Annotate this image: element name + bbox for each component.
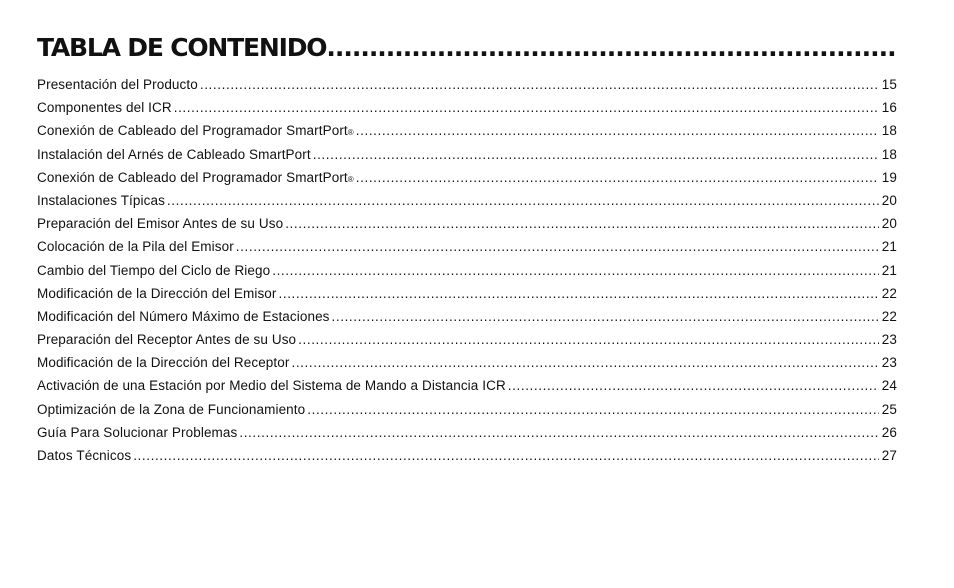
toc-entry-page-number: 21	[881, 262, 897, 278]
toc-entry[interactable]	[37, 421, 897, 444]
toc-entry-page-number: 19	[881, 169, 897, 185]
toc-entry[interactable]	[37, 374, 897, 397]
toc-entry-page-number: 25	[881, 401, 897, 417]
toc-entry[interactable]	[37, 328, 897, 351]
toc-entry-label: Modificación de la Dirección del Receptor	[37, 355, 290, 371]
toc-entry[interactable]: Conexión de Cableado del Programador SmartPort ® ..... 18	[37, 119, 897, 142]
toc-entry[interactable]	[37, 282, 897, 305]
toc-entry-label: Componentes del ICR	[37, 100, 172, 116]
toc-entry-page-number: 18	[881, 123, 897, 139]
toc-entry-label: Guía Para Solucionar Problemas	[37, 424, 238, 440]
toc-entry-label: Presentación del Producto	[37, 77, 198, 92]
toc-entry[interactable]: Conexión de Cableado del Programador SmartPort ® ..... 19	[37, 166, 897, 189]
toc-heading	[37, 33, 897, 67]
toc-entry-leader	[307, 398, 879, 421]
toc-entry-label: Modificación del Número Máximo de Estaciones	[37, 308, 330, 324]
toc-entry-page-number: 20	[881, 216, 897, 232]
toc-entry-leader	[174, 96, 879, 119]
toc-entry-page-number: 20	[881, 192, 897, 208]
toc-entry-leader	[298, 328, 879, 351]
toc-entry-label: Instalaciones Típicas	[37, 192, 165, 208]
toc-entry-leader	[332, 305, 879, 328]
toc-entry-page-number: 24	[881, 378, 897, 394]
toc-entry-leader	[133, 444, 879, 467]
toc-entry-page-number: 23	[881, 332, 897, 348]
toc-entry[interactable]	[37, 212, 897, 235]
toc-entry[interactable]	[37, 73, 897, 96]
toc-entry-page-number: 18	[881, 146, 897, 162]
toc-entry-page-number: 27	[881, 448, 897, 463]
toc-entry[interactable]	[37, 189, 897, 212]
toc-entry-page-number: 15	[881, 77, 897, 92]
toc-entry-leader	[291, 351, 879, 374]
toc-entry-label: Preparación del Receptor Antes de su Uso	[37, 332, 297, 348]
toc-entry[interactable]	[37, 398, 897, 421]
toc-entry[interactable]	[37, 444, 897, 467]
toc-entry-page-number: 26	[881, 424, 897, 440]
toc-entry-leader	[200, 73, 879, 96]
toc-entry[interactable]	[37, 235, 897, 258]
toc-entry-label: Conexión de Cableado del Programador SmartPort	[37, 123, 348, 139]
toc-entry-leader	[279, 282, 880, 305]
toc-entry-page-number: 21	[881, 239, 897, 255]
toc-entry-label: Modificación de la Dirección del Emisor	[37, 285, 277, 301]
toc-entry-leader	[356, 119, 879, 142]
toc-entry-leader	[239, 421, 879, 444]
toc-entry-leader	[167, 189, 879, 212]
toc-entry-leader	[508, 374, 879, 397]
toc-entry-label: Conexión de Cableado del Programador SmartPort	[37, 169, 348, 185]
toc-title-leader	[326, 35, 897, 60]
toc-entry-leader	[313, 143, 879, 166]
toc-entry-leader	[272, 259, 879, 282]
toc-entry-leader	[356, 166, 879, 189]
toc-entry-page-number: 23	[881, 355, 897, 371]
toc-entry[interactable]	[37, 259, 897, 282]
toc-entry[interactable]	[37, 143, 897, 166]
toc-entry[interactable]	[37, 96, 897, 119]
toc-title: TABLA DE CONTENIDO	[37, 33, 327, 62]
toc-entry-page-number: 16	[881, 100, 897, 116]
toc-entry[interactable]	[37, 351, 897, 374]
toc-entries	[37, 73, 897, 467]
toc-entry-label: Instalación del Arnés de Cableado SmartPort	[37, 146, 311, 162]
toc-entry[interactable]	[37, 305, 897, 328]
toc-entry-leader	[236, 235, 879, 258]
toc-entry-label: Optimización de la Zona de Funcionamiento	[37, 401, 306, 417]
toc-entry-page-number: 22	[881, 308, 897, 324]
toc-entry-label: Colocación de la Pila del Emisor	[37, 239, 234, 255]
toc-entry-page-number: 22	[881, 285, 897, 301]
toc-entry-leader	[285, 212, 879, 235]
toc-entry-label: Cambio del Tiempo del Ciclo de Riego	[37, 262, 271, 278]
toc-entry-label: Activación de una Estación por Medio del Sistema de Mando a Distancia ICR	[37, 378, 506, 394]
table-of-contents	[37, 33, 897, 467]
toc-entry-label: Preparación del Emisor Antes de su Uso	[37, 216, 284, 232]
toc-entry-label: Datos Técnicos	[37, 448, 132, 463]
